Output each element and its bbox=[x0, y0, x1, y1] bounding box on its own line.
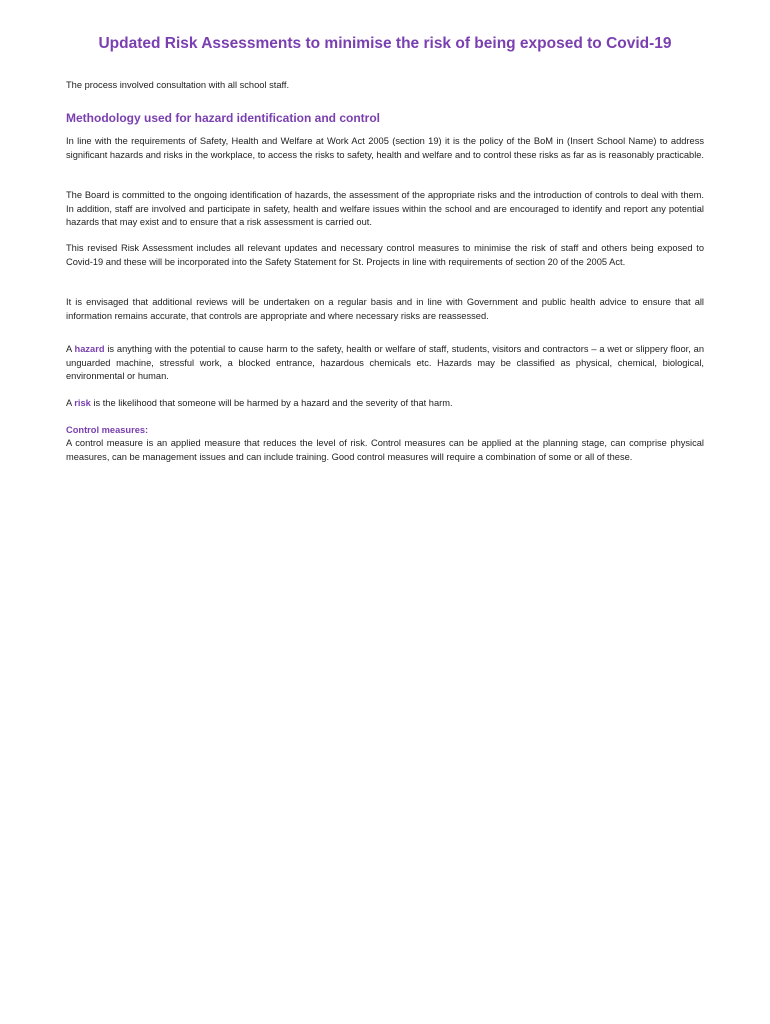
paragraph-reviews: It is envisaged that additional reviews will be undertaken on a regular basis and in line with Government and public health advice to ensure that all information remains accurate, that controls are appropriate and where necessary risks are reassessed. bbox=[66, 297, 704, 321]
paragraph-revised-assessment: This revised Risk Assessment includes all relevant updates and necessary control measures to minimise the risk of staff and others being exposed to Covid-19 and these will be incorporated into the Safety Statement for St. Projects in line with requirements of section 20 of the 2005 Act. bbox=[66, 243, 704, 267]
hazard-prefix: A bbox=[66, 344, 75, 354]
hazard-definition bbox=[66, 343, 704, 384]
paragraph-policy: In line with the requirements of Safety, Health and Welfare at Work Act 2005 (section 19) it is the policy of the BoM in (Insert School Name) to address significant hazards and risks in the workplace, to access the risks to safety, health and welfare and to control these risks as far as is reasonably practicable. bbox=[66, 136, 705, 160]
risk-definition bbox=[66, 397, 704, 411]
intro-text: The process involved consultation with all school staff. bbox=[66, 80, 290, 90]
paragraph-board-commitment: The Board is committed to the ongoing identification of hazards, the assessment of the appropriate risks and the introduction of controls to deal with them. In addition, staff are involved and participate in safety, health and welfare issues within the school and are encouraged to identify and report any potential hazards that may exist and to ensure that a risk assessment is carried out. bbox=[66, 190, 704, 228]
control-measures-label: Control measures: bbox=[66, 425, 149, 435]
risk-definition-text: is the likelihood that someone will be harmed by a hazard and the severity of that harm. bbox=[90, 398, 453, 408]
methodology-heading: Methodology used for hazard identification and control bbox=[66, 111, 381, 125]
risk-term: risk bbox=[74, 398, 91, 408]
risk-prefix: A bbox=[66, 398, 75, 408]
control-measures-text: A control measure is an applied measure that reduces the level of risk. Control measures can be applied at the planning stage, can comprise physical measures, can be management issues and can include training. Good control measures will require a combination of some or all of these. bbox=[66, 438, 704, 462]
hazard-definition-text: is anything with the potential to cause harm to the safety, health or welfare of staff, students, visitors and contractors – a wet or slippery floor, an unguarded machine, stressful work, a blocked entrance, hazardous chemicals etc. Hazards may be classified as physical, chemical, biological, environmental or human. bbox=[66, 344, 704, 382]
hazard-term: hazard bbox=[74, 344, 105, 354]
document-title: Updated Risk Assessments to minimise the risk of being exposed to Covid-19 bbox=[98, 35, 672, 52]
